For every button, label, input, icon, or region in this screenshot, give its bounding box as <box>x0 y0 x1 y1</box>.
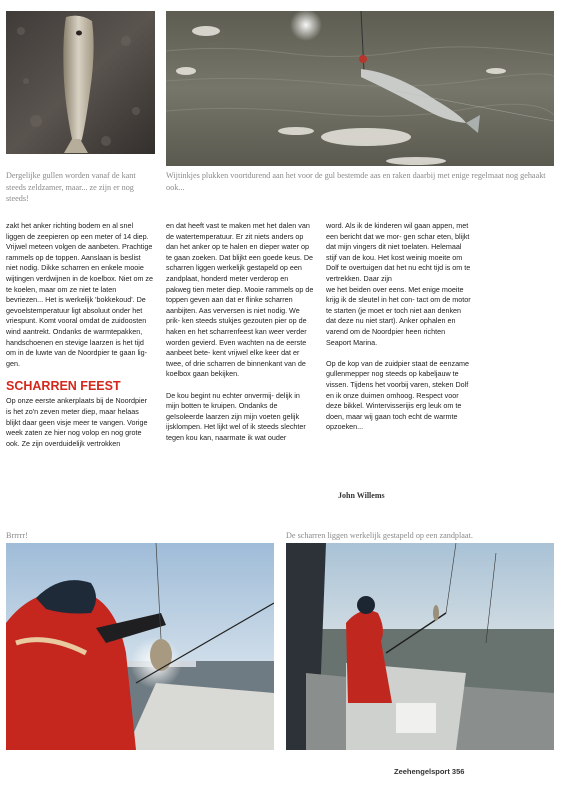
angler-on-boat-photo <box>286 543 554 750</box>
column3-paragraph-1: word. Als ik de kinderen wil gaan appen, met een bericht dat we mor- gen schar eten, blijkt dat mijn vingers dit niet toelaten. Helemaal stijf van de kou. Het kost weinig moeite om Dolf te overtuigen dat het nu echt tijd is om te vertrekken. Daar zijn <box>326 221 471 283</box>
column1-paragraph-1: zakt het anker richting bodem en al snel liggen de zeepieren op een meter of 14 diep. Vrijwel meteen volgen de aanbeten. Prachtige rammels op de toppen. Aanslaan is beslist niet nodig. Dikke scharren en enkele mooie wijtingen verdwijnen in de koelbox. Niet om ze te koelen, maar om ze niet te laten bevriezen... Het is werkelijk 'bokkekoud'. De gevoelstemperatuur ligt absoluut onder het vriespunt. Komt vooral omdat de zuidoosten wind aantrekt. Ondanks de warmtepakken, handschoenen en stevige laarzen is het tijd om in de luwte van de Noordpier te gaan lig- gen. <box>6 221 154 368</box>
column2-paragraph-2: De kou begint nu echter onvermij- delijk in mijn botten te kruipen. Ondanks de geïsoleerde laarzen zijn mijn voeten gelijk ijsklompen. Het lijkt wel of ik steeds slechter tegen kou kan, naarmate ik wat ouder <box>166 390 306 442</box>
column3-paragraph-3: Op de kop van de zuidpier staat de eenzame gullenmepper nog steeds op kabeljauw te vissen. Tijdens het voorbij varen, steken Dolf en ik onze duimen omhoog. Respect voor deze bikkel. Wintervisserijis erg leuk om te doen, maar wij gaan toch echt de warmte opzoeken... <box>326 358 470 432</box>
section-heading: SCHARREN FEEST <box>6 379 121 394</box>
photo3-caption: Brrrrr! <box>6 531 28 540</box>
column3-paragraph-2: we het beiden over eens. Met enige moeite krijg ik de sleutel in het con- tact om de motor te starten (je moet er toch niet aan denken dat deze nu niet start). Anker ophalen en varend om de Noordpier heen richten Seaport Marina. <box>326 284 471 347</box>
photo2-caption: Wijtinkjes plukken voortdurend aan het voor de gul bestemde aas en raken daarbij met enige regelmaat nog gehaakt ook... <box>166 171 546 192</box>
cod-on-beach-photo <box>6 11 155 154</box>
article-column-2 <box>166 221 314 454</box>
photo4-caption: De scharren liggen werkelijk gestapeld op een zandplaat. <box>286 531 473 540</box>
whiting-on-line-photo <box>166 11 554 166</box>
column2-paragraph-1: en dat heeft vast te maken met het dalen van de watertemperatuur. Er zit niets anders op dan het anker op te halen en dieper water op te gaan zoeken. Dat blijkt een goede keus. De scharren liggen werkelijk gestapeld op een zandplaat, honderd meter verderop en pakweg tien meter diep. Mooie rammels op de toppen geven aan dat er flinke scharren aanbijten. Aas verversen is niet nodig. We prik- ken steeds stukjes gezouten pier op de haken en het scharrenfeest kan weer verder worden gevierd. Even wachten na de eerste aanbeet bete- kent vrijwel elke keer dat er twee, of drie scharren de binnenkant van de koelbox gaan bekijken. <box>166 221 314 379</box>
photo1-caption: Dergelijke gullen worden vanaf de kant steeds zeldzamer, maar... ze zijn er nog steeds! <box>6 171 136 203</box>
angler-with-flatfish-photo <box>6 543 274 750</box>
author-name: John Willems <box>338 491 385 500</box>
article-column-3 <box>326 221 472 443</box>
magazine-footer: Zeehengelsport 356 <box>394 767 465 776</box>
article-column-1 <box>6 221 154 460</box>
column1-paragraph-2: Op onze eerste ankerplaats bij de Noordpier is het zo'n zeven meter diep, maar helaas blijkt daar geen visje meer te vangen. Vorige week zaten ze hier nog volop en nog grote ook. Ze zijn overduidelijk vertrokken <box>6 396 148 448</box>
